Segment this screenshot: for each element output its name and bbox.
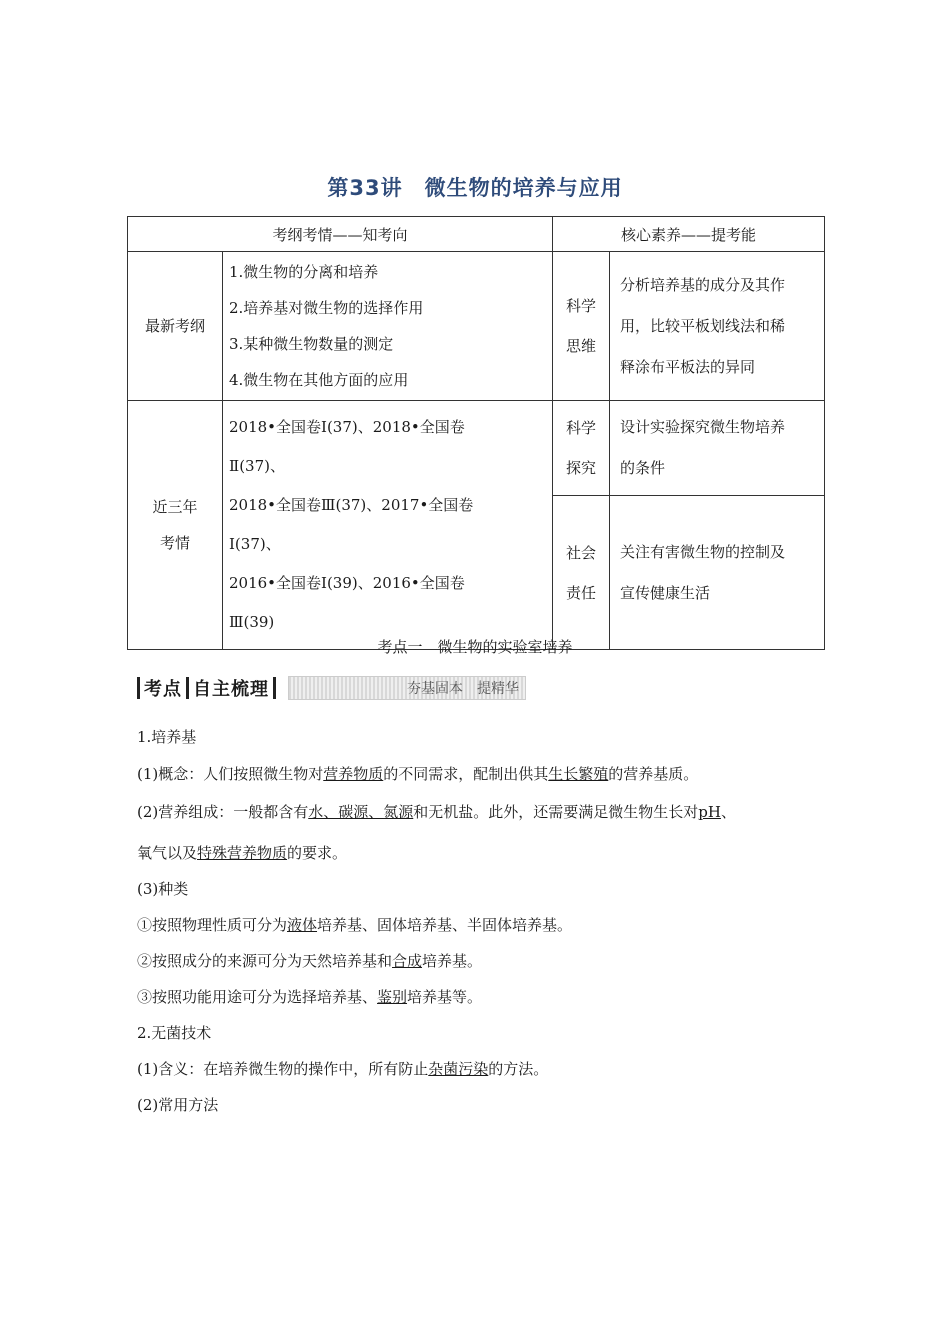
list-item: 2018•全国卷Ⅲ(37)、2017•全国卷 bbox=[229, 496, 474, 514]
desc-social: 关注有害微生物的控制及 宣传健康生活 bbox=[610, 496, 825, 650]
list-item: 3.某种微生物数量的测定 bbox=[229, 335, 394, 353]
label-social: 社会 责任 bbox=[553, 496, 610, 650]
row-label-syllabus: 最新考纲 bbox=[128, 252, 223, 401]
syllabus-table bbox=[127, 216, 825, 650]
list-item: Ⅲ(39) bbox=[229, 613, 275, 631]
banner-label-2: 自主梳理 bbox=[193, 679, 269, 700]
paragraph-composition-cont: 氧气以及特殊营养物质的要求。 bbox=[137, 844, 348, 862]
desc-sci-explore: 设计实验探究微生物培养 的条件 bbox=[610, 401, 825, 496]
list-item: Ⅱ(37)、 bbox=[229, 457, 285, 475]
exam-list bbox=[223, 401, 553, 650]
banner-separator bbox=[186, 677, 189, 699]
desc-sci-think: 分析培养基的成分及其作 用，比较平板划线法和稀 释涂布平板法的异同 bbox=[610, 252, 825, 401]
paragraph-methods: (2)常用方法 bbox=[137, 1096, 219, 1114]
list-item: 2.培养基对微生物的选择作用 bbox=[229, 299, 424, 317]
heading-medium: 1.培养基 bbox=[137, 728, 197, 746]
table-header-right: 核心素养——提考能 bbox=[553, 217, 825, 252]
paragraph-concept: (1)概念：人们按照微生物对营养物质的不同需求，配制出供其生长繁殖的营养基质。 bbox=[137, 765, 699, 783]
label-sci-explore: 科学 探究 bbox=[553, 401, 610, 496]
table-header-left: 考纲考情——知考向 bbox=[128, 217, 553, 252]
row-label-exam: 近三年 考情 bbox=[128, 401, 223, 650]
banner-bar bbox=[137, 677, 140, 699]
label-sci-think: 科学 思维 bbox=[553, 252, 610, 401]
list-item: 2016•全国卷Ⅰ(39)、2016•全国卷 bbox=[229, 574, 465, 592]
paragraph-types: (3)种类 bbox=[137, 880, 189, 898]
banner-label-1: 考点 bbox=[144, 679, 182, 700]
list-item: 2018•全国卷Ⅰ(37)、2018•全国卷 bbox=[229, 418, 465, 436]
banner-bar bbox=[273, 677, 276, 699]
paragraph-type-1: ①按照物理性质可分为液体培养基、固体培养基、半固体培养基。 bbox=[137, 916, 573, 934]
list-item: Ⅰ(37)、 bbox=[229, 535, 281, 553]
list-item: 4.微生物在其他方面的应用 bbox=[229, 371, 409, 389]
paragraph-type-2: ②按照成分的来源可分为天然培养基和合成培养基。 bbox=[137, 952, 483, 970]
banner-tagline: 夯基固本 提精华 bbox=[407, 681, 519, 697]
paragraph-meaning: (1)含义：在培养微生物的操作中，所有防止杂菌污染的方法。 bbox=[137, 1060, 549, 1078]
paragraph-composition: (2)营养组成：一般都含有水、碳源、氮源和无机盐。此外，还需要满足微生物生长对pH、 bbox=[137, 803, 736, 821]
paragraph-type-3: ③按照功能用途可分为选择培养基、鉴别培养基等。 bbox=[137, 988, 483, 1006]
banner-tagline-box bbox=[288, 676, 526, 700]
page-title: 第33讲 微生物的培养与应用 bbox=[327, 176, 623, 200]
section-banner bbox=[137, 676, 526, 700]
heading-aseptic: 2.无菌技术 bbox=[137, 1024, 212, 1042]
list-item: 1.微生物的分离和培养 bbox=[229, 263, 379, 281]
syllabus-list bbox=[223, 252, 553, 401]
section-heading: 考点一 微生物的实验室培养 bbox=[377, 638, 573, 656]
